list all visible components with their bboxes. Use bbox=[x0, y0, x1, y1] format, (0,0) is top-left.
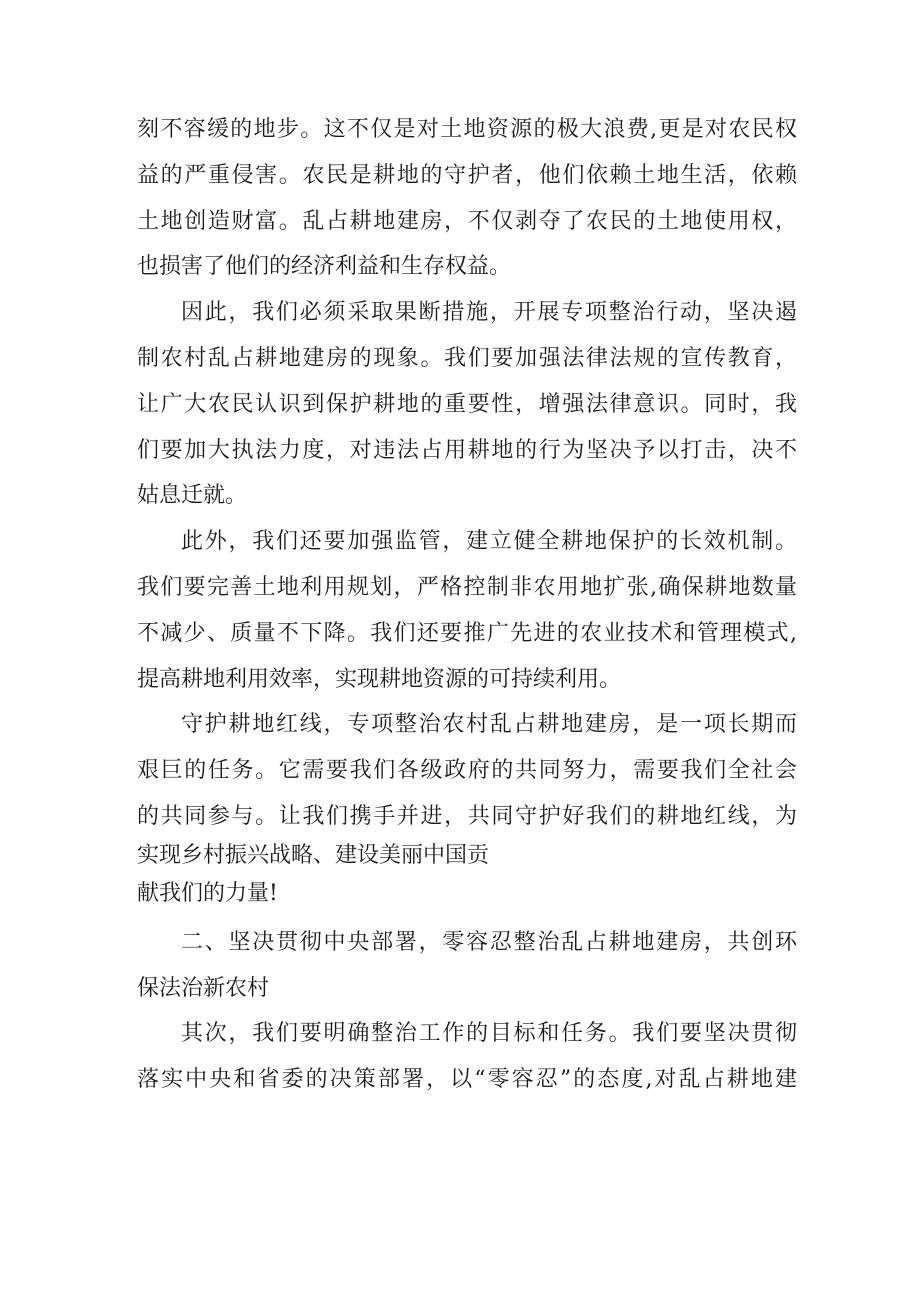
text-line: 刻不容缓的地步。这不仅是对土地资源的极大浪费,更是对农民权 bbox=[137, 117, 797, 142]
text-line: 艰巨的任务。它需要我们各级政府的共同努力，需要我们全社会 bbox=[137, 758, 797, 784]
text-line: 献我们的力量! bbox=[137, 880, 278, 906]
text-line: 落实中央和省委的决策部署，以“零容忍”的态度,对乱占耕地建 bbox=[137, 1067, 797, 1093]
paragraph-red-line bbox=[137, 702, 797, 919]
text-line: 守护耕地红线，专项整治农村乱占耕地建房，是一项长期而 bbox=[181, 712, 797, 738]
heading-line: 二、坚决贯彻中央部署，零容忍整治乱占耕地建房，共创环 bbox=[181, 929, 797, 955]
paragraph-goals bbox=[137, 1011, 797, 1103]
paragraph-supervision bbox=[137, 519, 797, 702]
text-line: 让广大农民认识到保护耕地的重要性，增强法律意识。同时，我 bbox=[137, 391, 797, 417]
paragraph-special-action bbox=[137, 290, 797, 519]
heading-line: 保法治新农村 bbox=[137, 975, 270, 1001]
text-line: 们要加大执法力度，对违法占用耕地的行为坚决予以打击，决不 bbox=[137, 437, 797, 463]
paragraph-land-waste bbox=[137, 107, 797, 290]
text-line: 实现乡村振兴战略、建设美丽中国贡 bbox=[137, 842, 490, 868]
text-line: 提高耕地利用效率，实现耕地资源的可持续利用。 bbox=[137, 666, 622, 692]
text-line: 我们要完善土地利用规划，严格控制非农用地扩张,确保耕地数量 bbox=[137, 574, 797, 600]
text-line: 不减少、质量不下降。我们还要推广先进的农业技术和管理模式, bbox=[137, 620, 797, 646]
text-line: 制农村乱占耕地建房的现象。我们要加强法律法规的宣传教育， bbox=[137, 345, 797, 371]
text-line: 的共同参与。让我们携手并进，共同守护好我们的耕地红线，为 bbox=[137, 803, 797, 829]
text-line: 因此，我们必须采取果断措施，开展专项整治行动，坚决遏 bbox=[181, 300, 797, 326]
text-line: 其次，我们要明确整治工作的目标和任务。我们要坚决贯彻 bbox=[181, 1021, 797, 1047]
text-line: 姑息迁就。 bbox=[137, 483, 248, 509]
text-line: 也损害了他们的经济利益和生存权益。 bbox=[137, 254, 512, 280]
document-body bbox=[137, 107, 797, 1103]
text-line: 益的严重侵害。农民是耕地的守护者，他们依赖土地生活，依赖 bbox=[137, 162, 797, 188]
text-line: 此外，我们还要加强监管，建立健全耕地保护的长效机制。 bbox=[181, 529, 797, 555]
section-heading bbox=[137, 920, 797, 1012]
text-line: 土地创造财富。乱占耕地建房，不仅剥夺了农民的土地使用权， bbox=[137, 208, 797, 234]
